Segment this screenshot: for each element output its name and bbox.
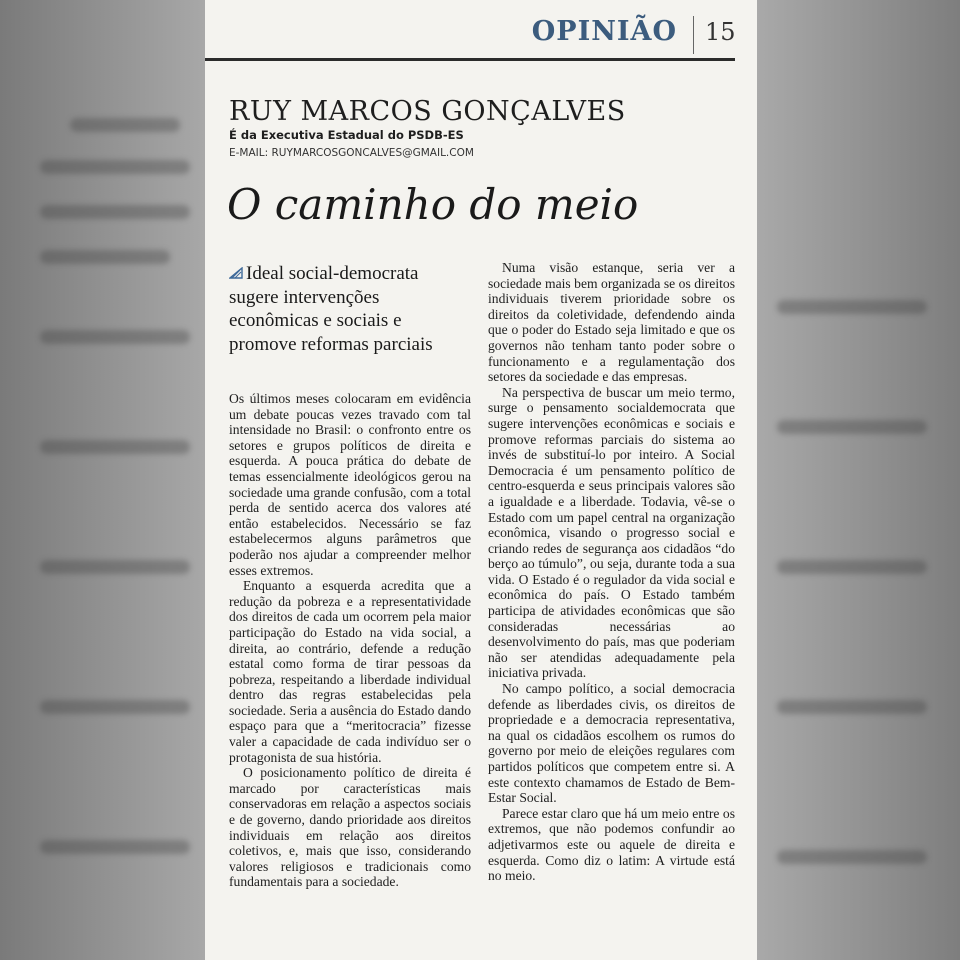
author-name: RUY MARCOS GONÇALVES bbox=[229, 96, 626, 127]
paragraph: Os últimos meses colocaram em evidência um debate poucas vezes travado com tal intensidade no Brasil: o confronto entre os setores e grupos políticos de direita e esquerda. A pouca prática do debate de temas essencialmente ideológicos gerou na sociedade uma grande confusão, com a total perda de sentido acerca dos valores até então estabelecidos. Necessário se faz estabelecermos alguns parâmetros que poderão nos ajudar a compreender melhor esses extremos. bbox=[229, 391, 471, 578]
blurred-text bbox=[777, 560, 927, 574]
blurred-text bbox=[40, 560, 190, 574]
article-headline: O caminho do meio bbox=[227, 180, 639, 229]
header-divider bbox=[693, 16, 694, 54]
blurred-text bbox=[40, 700, 190, 714]
paragraph: Enquanto a esquerda acredita que a redução da pobreza e a representatividade dos direitos de cada um ocorrem pela maior participação do Estado na vida social, a direita, ao contrário, defende a redução estatal como forma de tirar pessoas da pobreza, respeitando a liberdade individual dentro das regras estabelecidas pela sociedade. Seria a ausência do Estado dando espaço para que a “meritocracia” fizesse valer a capacidade de cada indivíduo ser o protagonista de sua história. bbox=[229, 578, 471, 765]
article-column-right bbox=[488, 260, 735, 884]
author-role: É da Executiva Estadual do PSDB-ES bbox=[229, 128, 464, 142]
blurred-text bbox=[40, 205, 190, 219]
paragraph: No campo político, a social democracia defende as liberdades civis, os direitos de propriedade e a democracia representativa, na qual os cidadãos escolhem os rumos do governo por meio de eleições regulares com partidos políticos que competem entre si. A este contexto chamamos de Estado de Bem-Estar Social. bbox=[488, 681, 735, 806]
page-number: 15 bbox=[705, 18, 736, 46]
blurred-text bbox=[777, 700, 927, 714]
paragraph: Parece estar claro que há um meio entre os extremos, que não podemos confundir ao adjetivarmos este ou aquele de direita e esquerda. Como diz o latim: A virtude está no meio. bbox=[488, 805, 735, 884]
section-title: OPINIÃO bbox=[531, 16, 677, 47]
paragraph: Na perspectiva de buscar um meio termo, surge o pensamento socialdemocrata que sugere intervenções econômicas e sociais e promove reformas parciais do sistema ao invés de substituí-lo por inteiro. A Social Democracia é um pensamento político de centro-esquerda e seus principais valores são a igualdade e a liberdade. Todavia, vê-se o Estado com um papel central na organização econômica, visando o progresso social e criando redes de segurança aos cidadãos “do berço ao túmulo”, ou seja, durante toda a sua vida. O Estado é o regulador da vida social e econômica do país. O Estado também participa de atividades econômicas que são consideradas necessárias ao desenvolvimento do país, mas que poderiam não ser atendidas adequadamente pela iniciativa privada. bbox=[488, 384, 735, 681]
paragraph: Numa visão estanque, seria ver a sociedade mais bem organizada se os direitos individuais tiverem prioridade sobre os direitos da coletividade, defendendo ainda que o poder do Estado seja limitado e que os governos não tenham tanto poder sobre o funcionamento e a regulamentação dos setores da sociedade e das empresas. bbox=[488, 260, 735, 385]
blurred-text bbox=[70, 118, 180, 132]
standfirst bbox=[229, 262, 469, 356]
blurred-text bbox=[777, 420, 927, 434]
blurred-text bbox=[40, 160, 190, 174]
pencil-triangle-icon bbox=[229, 267, 243, 279]
blurred-text bbox=[777, 850, 927, 864]
blurred-text bbox=[40, 330, 190, 344]
standfirst-text: Ideal social-democrata sugere intervenções econômicas e sociais e promove reformas parciais bbox=[229, 263, 433, 355]
blurred-text bbox=[777, 300, 927, 314]
article-column-left bbox=[229, 391, 471, 890]
blurred-text bbox=[40, 840, 190, 854]
author-email: E-MAIL: RUYMARCOSGONCALVES@GMAIL.COM bbox=[229, 147, 474, 159]
paragraph: O posicionamento político de direita é marcado por características mais conservadoras em relação a aspectos sociais e de governo, dando prioridade aos direitos individuais em relação aos direitos coletivos, e, mais que isso, considerando valores religiosos e tradicionais como fundamentais para a sociedade. bbox=[229, 765, 471, 890]
blurred-background-left bbox=[0, 0, 205, 960]
newspaper-page bbox=[205, 0, 757, 960]
blurred-text bbox=[40, 440, 190, 454]
header-rule bbox=[205, 58, 735, 61]
blurred-text bbox=[40, 250, 170, 264]
blurred-background-right bbox=[757, 0, 960, 960]
